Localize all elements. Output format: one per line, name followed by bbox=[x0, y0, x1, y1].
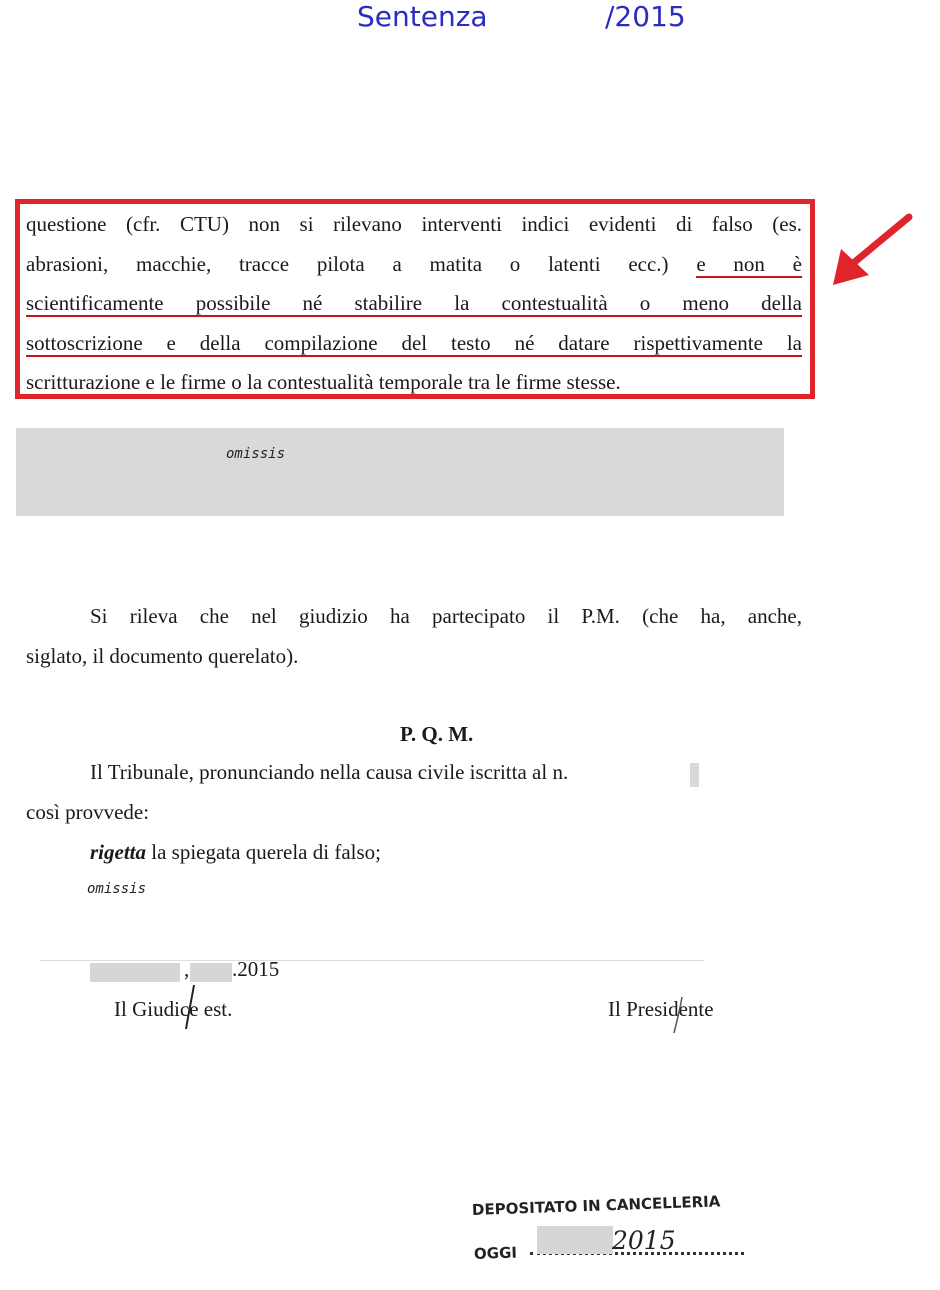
cosi-provvede-line: così provvede: bbox=[26, 800, 150, 824]
underlined-text: sottoscrizione e della compilazione del testo né datare rispettivamente la bbox=[26, 330, 802, 355]
paragraph-line bbox=[26, 245, 802, 285]
rigetta-text: la spiegata querela di falso; bbox=[146, 840, 381, 864]
redacted-place bbox=[90, 963, 180, 982]
divider-line bbox=[40, 960, 704, 961]
redacted-case-number bbox=[690, 763, 699, 787]
presidente-signature-label: Il Presidente bbox=[608, 997, 714, 1021]
rigetta-line bbox=[90, 840, 381, 865]
red-arrow-icon bbox=[825, 205, 925, 295]
underlined-text: scientificamente possibile né stabilire la contestualità o meno della bbox=[26, 291, 802, 315]
date-year: .2015 bbox=[232, 957, 280, 981]
paragraph-line-underlined bbox=[26, 284, 802, 324]
handwritten-signature-stroke bbox=[668, 995, 688, 1035]
omissis-label: omissis bbox=[87, 881, 147, 897]
handwritten-signature-stroke bbox=[182, 983, 198, 1031]
paragraph-line-text: abrasioni, macchie, tracce pilota a matita o latenti ecc.) bbox=[26, 251, 669, 276]
paragraph-line: scritturazione e le firme o la contestualità temporale tra le firme stesse. bbox=[26, 370, 621, 394]
paragraph-line-underlined bbox=[26, 324, 802, 364]
pm-participation-paragraph bbox=[26, 597, 802, 676]
rigetta-keyword: rigetta bbox=[90, 840, 146, 864]
handwritten-year: 2015 bbox=[612, 1226, 676, 1255]
header-title-year: /2015 bbox=[605, 0, 686, 33]
header-title-word: Sentenza bbox=[357, 0, 488, 33]
redacted-deposit-date bbox=[537, 1226, 613, 1254]
redacted-omissis-block bbox=[16, 428, 784, 516]
date-comma: , bbox=[184, 957, 190, 981]
omissis-label: omissis bbox=[226, 446, 286, 462]
paragraph-line: Si rileva che nel giudizio ha partecipato il P.M. (che ha, anche, bbox=[90, 604, 802, 628]
deposit-stamp-oggi: OGGI bbox=[473, 1243, 518, 1263]
giudice-signature-label: Il Giudice est. bbox=[114, 997, 233, 1021]
pqm-heading: P. Q. M. bbox=[400, 722, 474, 746]
underlined-phrase: e non è bbox=[696, 251, 802, 276]
tribunale-line: Il Tribunale, pronunciando nella causa civile iscritta al n. bbox=[90, 760, 569, 784]
paragraph-line: siglato, il documento querelato). bbox=[26, 643, 299, 668]
highlighted-paragraph bbox=[26, 205, 802, 403]
redacted-date bbox=[190, 963, 232, 982]
document-header bbox=[0, 0, 940, 40]
paragraph-line: questione (cfr. CTU) non si rilevano interventi indici evidenti di falso (es. bbox=[26, 212, 802, 236]
deposit-stamp-title: DEPOSITATO IN CANCELLERIA bbox=[471, 1192, 721, 1219]
